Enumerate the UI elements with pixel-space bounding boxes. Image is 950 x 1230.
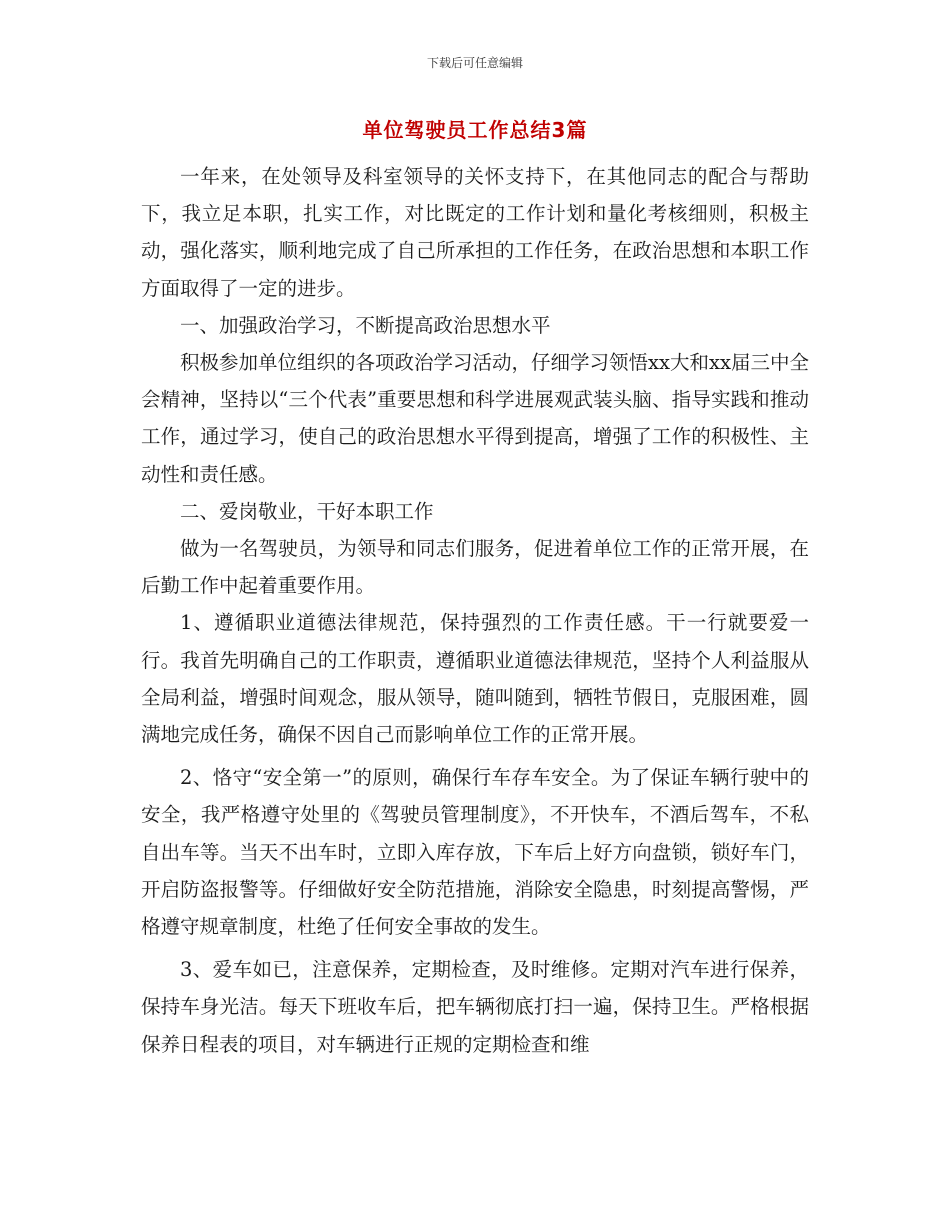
paragraph-driver-role: 做为一名驾驶员，为领导和同志们服务，促进着单位工作的正常开展，在后勤工作中起着重要作用。: [141, 537, 809, 598]
paragraph-political-study: 积极参加单位组织的各项政治学习活动，仔细学习领悟xx大和xx届三中全会精神，坚持以“三个代表”重要思想和科学进展观武装头脑、指导实践和推动工作，通过学习，使自己的政治思想水平得到提高，增强了工作的积极性、主动性和责任感。: [141, 351, 809, 486]
paragraph-item-1: 1、遵循职业道德法律规范，保持强烈的工作责任感。干一行就要爱一行。我首先明确自己的工作职责，遵循职业道德法律规范，坚持个人利益服从全局利益，增强时间观念，服从领导，随叫随到，牺牲节假日，克服困难，圆满地完成任务，确保不因自己而影响单位工作的正常开展。: [141, 611, 809, 747]
section-heading-2: 二、爱岗敬业，干好本职工作: [180, 499, 434, 523]
document-title: 单位驾驶员工作总结3篇: [362, 118, 588, 142]
header-note: 下载后可任意编辑: [426, 56, 523, 70]
section-heading-1: 一、加强政治学习，不断提高政治思想水平: [180, 313, 551, 337]
paragraph-item-3: 3、爱车如已，注意保养，定期检查，及时维修。定期对汽车进行保养，保持车身光洁。每天下班收车后，把车辆彻底打扫一遍，保持卫生。严格根据保养日程表的项目，对车辆进行正规的定期检查和维: [141, 958, 809, 1056]
paragraph-intro: 一年来，在处领导及科室领导的关怀支持下，在其他同志的配合与帮助下，我立足本职，扎实工作，对比既定的工作计划和量化考核细则，积极主动，强化落实，顺利地完成了自己所承担的工作任务，在政治思想和本职工作方面取得了一定的进步。: [141, 165, 809, 300]
paragraph-item-2: 2、恪守“安全第一”的原则，确保行车存车安全。为了保证车辆行驶中的安全，我严格遵守处里的《驾驶员管理制度》，不开快车，不酒后驾车，不私自出车等。当天不出车时，立即入库存放，下车后上好方向盘锁，锁好车门，开启防盗报警等。仔细做好安全防范措施，消除安全隐患，时刻提高警惕，严格遵守规章制度，杜绝了任何安全事故的发生。: [141, 766, 809, 939]
document-body: [141, 158, 809, 1063]
